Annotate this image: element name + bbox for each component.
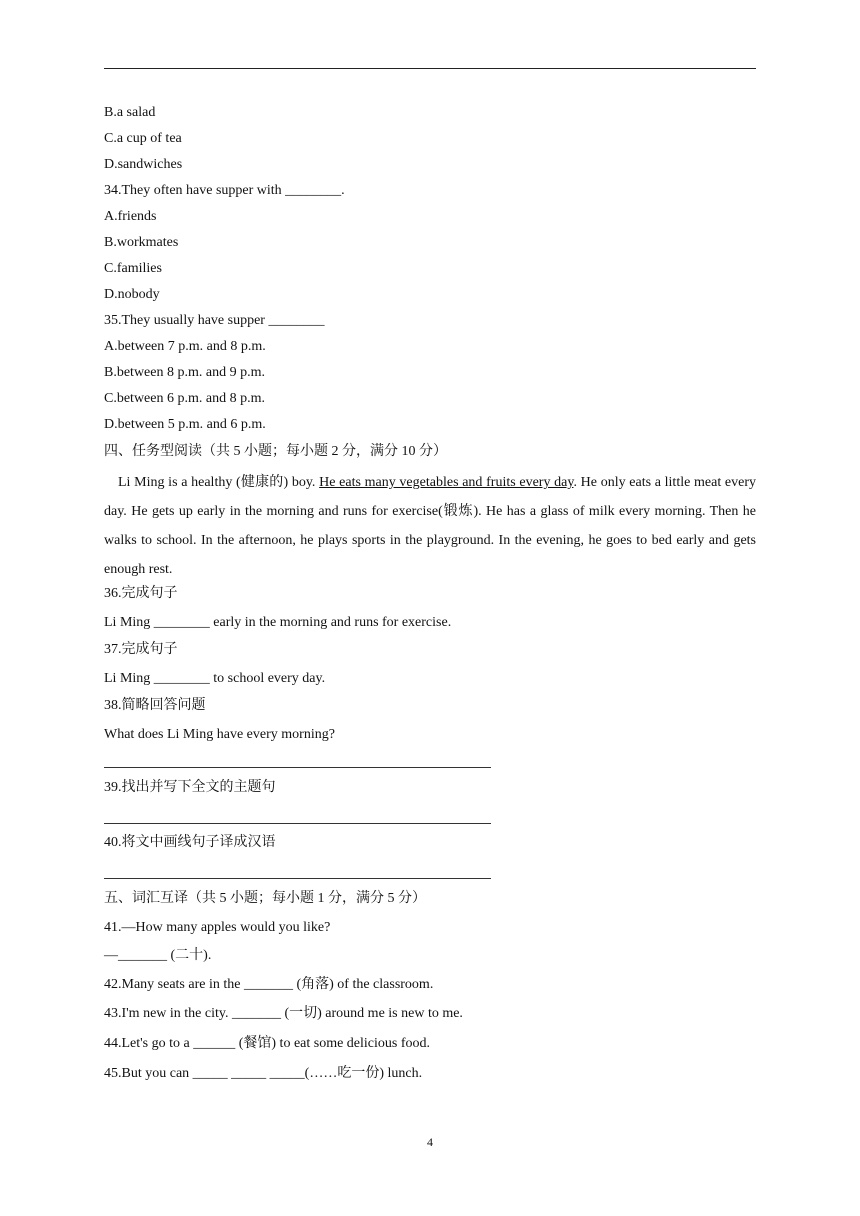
q37-label: 37.完成句子 <box>104 642 178 657</box>
q36-label: 36.完成句子 <box>104 586 178 601</box>
header-rule <box>104 68 756 69</box>
option-b-salad: B.a salad <box>104 105 156 120</box>
q43: 43.I'm new in the city. _______ (一切) around me is new to me. <box>104 1006 463 1021</box>
question-34: 34.They often have supper with ________. <box>104 183 345 198</box>
q42: 42.Many seats are in the _______ (角落) of the classroom. <box>104 977 434 992</box>
passage-start: Li Ming is a healthy (健康的) boy. <box>118 475 320 490</box>
q40-label: 40.将文中画线句子译成汉语 <box>104 835 276 850</box>
section5-heading: 五、词汇互译（共 5 小题；每小题 1 分，满分 5 分） <box>104 891 426 906</box>
q37-text: Li Ming ________ to school every day. <box>104 671 326 686</box>
q45: 45.But you can _____ _____ _____(……吃一份) lunch. <box>104 1066 423 1081</box>
option-a-7-8: A.between 7 p.m. and 8 p.m. <box>104 339 266 354</box>
option-d-nobody: D.nobody <box>104 287 160 302</box>
option-d-5-6: D.between 5 p.m. and 6 p.m. <box>104 417 266 432</box>
option-a-friends: A.friends <box>104 209 157 224</box>
answer-line-38[interactable] <box>104 767 491 768</box>
option-c-6-8: C.between 6 p.m. and 8 p.m. <box>104 391 265 406</box>
underlined-sentence: He eats many vegetables and fruits every day <box>319 475 574 490</box>
question-35: 35.They usually have supper ________ <box>104 313 325 328</box>
q44: 44.Let's go to a ______ (餐馆) to eat some delicious food. <box>104 1036 431 1051</box>
reading-passage <box>104 468 756 584</box>
answer-line-40[interactable] <box>104 878 491 879</box>
answer-line-39[interactable] <box>104 823 491 824</box>
q36-text: Li Ming ________ early in the morning and runs for exercise. <box>104 615 452 630</box>
q41-question: 41.—How many apples would you like? <box>104 920 331 935</box>
option-c-families: C.families <box>104 261 162 276</box>
q41-answer: —_______ (二十). <box>104 948 212 963</box>
page-number: 4 <box>427 1135 433 1149</box>
option-c-tea: C.a cup of tea <box>104 131 182 146</box>
option-d-sandwiches: D.sandwiches <box>104 157 183 172</box>
option-b-8-9: B.between 8 p.m. and 9 p.m. <box>104 365 265 380</box>
option-b-workmates: B.workmates <box>104 235 179 250</box>
q38-text: What does Li Ming have every morning? <box>104 727 335 742</box>
section4-heading: 四、任务型阅读（共 5 小题；每小题 2 分，满分 10 分） <box>104 444 447 459</box>
passage-rest: . He only eats a little meat every day. He gets up early in the morning and runs for exercise(锻炼). He has a glass of milk every morning. Then he walks to school. In the afternoon, he plays sports in the playground. In the evening, he goes to bed early and gets enough rest. <box>104 475 757 577</box>
q38-label: 38.简略回答问题 <box>104 698 206 713</box>
q39-label: 39.找出并写下全文的主题句 <box>104 780 276 795</box>
